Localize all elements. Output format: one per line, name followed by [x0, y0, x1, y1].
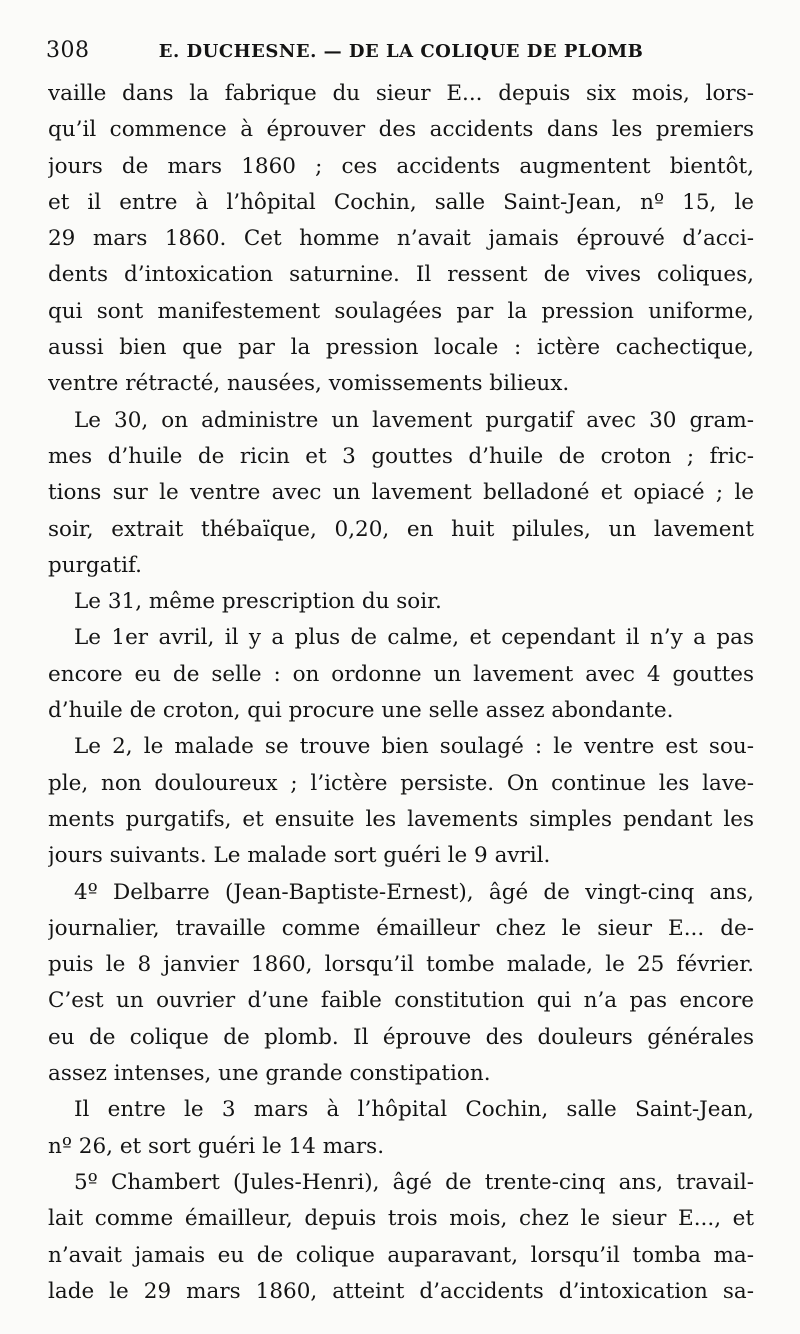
text-line: tions sur le ventre avec un lavement belladoné et opiacé ; le	[48, 480, 754, 506]
running-title: E. DUCHESNE. — DE LA COLIQUE DE PLOMB	[158, 41, 644, 62]
text-line: d’huile de croton, qui procure une selle assez abondante.	[48, 698, 674, 724]
text-line: vaille dans la fabrique du sieur E... depuis six mois, lors-	[48, 81, 754, 106]
text-line: encore eu de selle : on ordonne un lavement avec 4 gouttes	[48, 661, 754, 687]
text-line: 5º Chambert (Jules-Henri), âgé de trente-cinq ans, travail-	[74, 1169, 754, 1195]
text-line: ple, non douloureux ; l’ictère persiste. On continue les lave-	[48, 770, 754, 796]
text-line: Il entre le 3 mars à l’hôpital Cochin, salle Saint-Jean,	[74, 1097, 754, 1123]
text-line: jours de mars 1860 ; ces accidents augmentent bientôt,	[48, 153, 754, 179]
text-line: journalier, travaille comme émailleur chez le sieur E... de-	[48, 915, 754, 941]
text-line: 29 mars 1860. Cet homme n’avait jamais éprouvé d’acci-	[48, 226, 754, 252]
running-head	[46, 38, 766, 68]
text-line: 4º Delbarre (Jean-Baptiste-Ernest), âgé de vingt-cinq ans,	[74, 879, 754, 905]
page-number: 308	[46, 38, 90, 63]
text-line: jours suivants. Le malade sort guéri le 9 avril.	[48, 843, 551, 869]
text-line: mes d’huile de ricin et 3 gouttes d’huile de croton ; fric-	[48, 443, 754, 469]
text-line: qui sont manifestement soulagées par la pression uniforme,	[48, 298, 754, 324]
text-line: ments purgatifs, et ensuite les lavements simples pendant les	[48, 806, 754, 832]
body-text	[48, 76, 754, 1310]
text-line: et il entre à l’hôpital Cochin, salle Saint-Jean, nº 15, le	[48, 189, 754, 215]
text-line: soir, extrait thébaïque, 0,20, en huit pilules, un lavement	[48, 516, 754, 542]
text-line: Le 30, on administre un lavement purgatif avec 30 gram-	[74, 407, 754, 433]
text-line: Le 31, même prescription du soir.	[74, 589, 442, 615]
text-line: n’avait jamais eu de colique auparavant, lorsqu’il tomba ma-	[48, 1242, 754, 1268]
text-line: dents d’intoxication saturnine. Il ressent de vives coliques,	[48, 262, 754, 288]
text-line: nº 26, et sort guéri le 14 mars.	[48, 1133, 385, 1159]
text-line: ventre rétracté, nausées, vomissements bilieux.	[48, 371, 570, 397]
text-line: eu de colique de plomb. Il éprouve des douleurs générales	[48, 1024, 754, 1050]
text-line: aussi bien que par la pression locale : ictère cachectique,	[48, 335, 754, 361]
text-line: purgatif.	[48, 552, 143, 578]
text-line: C’est un ouvrier d’une faible constitution qui n’a pas encore	[48, 988, 754, 1014]
text-line: assez intenses, une grande constipation.	[48, 1061, 491, 1087]
text-line: puis le 8 janvier 1860, lorsqu’il tombe malade, le 25 février.	[48, 952, 754, 978]
text-line: lait comme émailleur, depuis trois mois, chez le sieur E..., et	[48, 1206, 754, 1232]
text-line: lade le 29 mars 1860, atteint d’accidents d’intoxication sa-	[48, 1278, 754, 1304]
text-line: Le 1er avril, il y a plus de calme, et cependant il n’y a pas	[74, 625, 754, 651]
text-line: qu’il commence à éprouver des accidents dans les premiers	[48, 117, 754, 143]
text-line: Le 2, le malade se trouve bien soulagé : le ventre est sou-	[74, 734, 754, 760]
